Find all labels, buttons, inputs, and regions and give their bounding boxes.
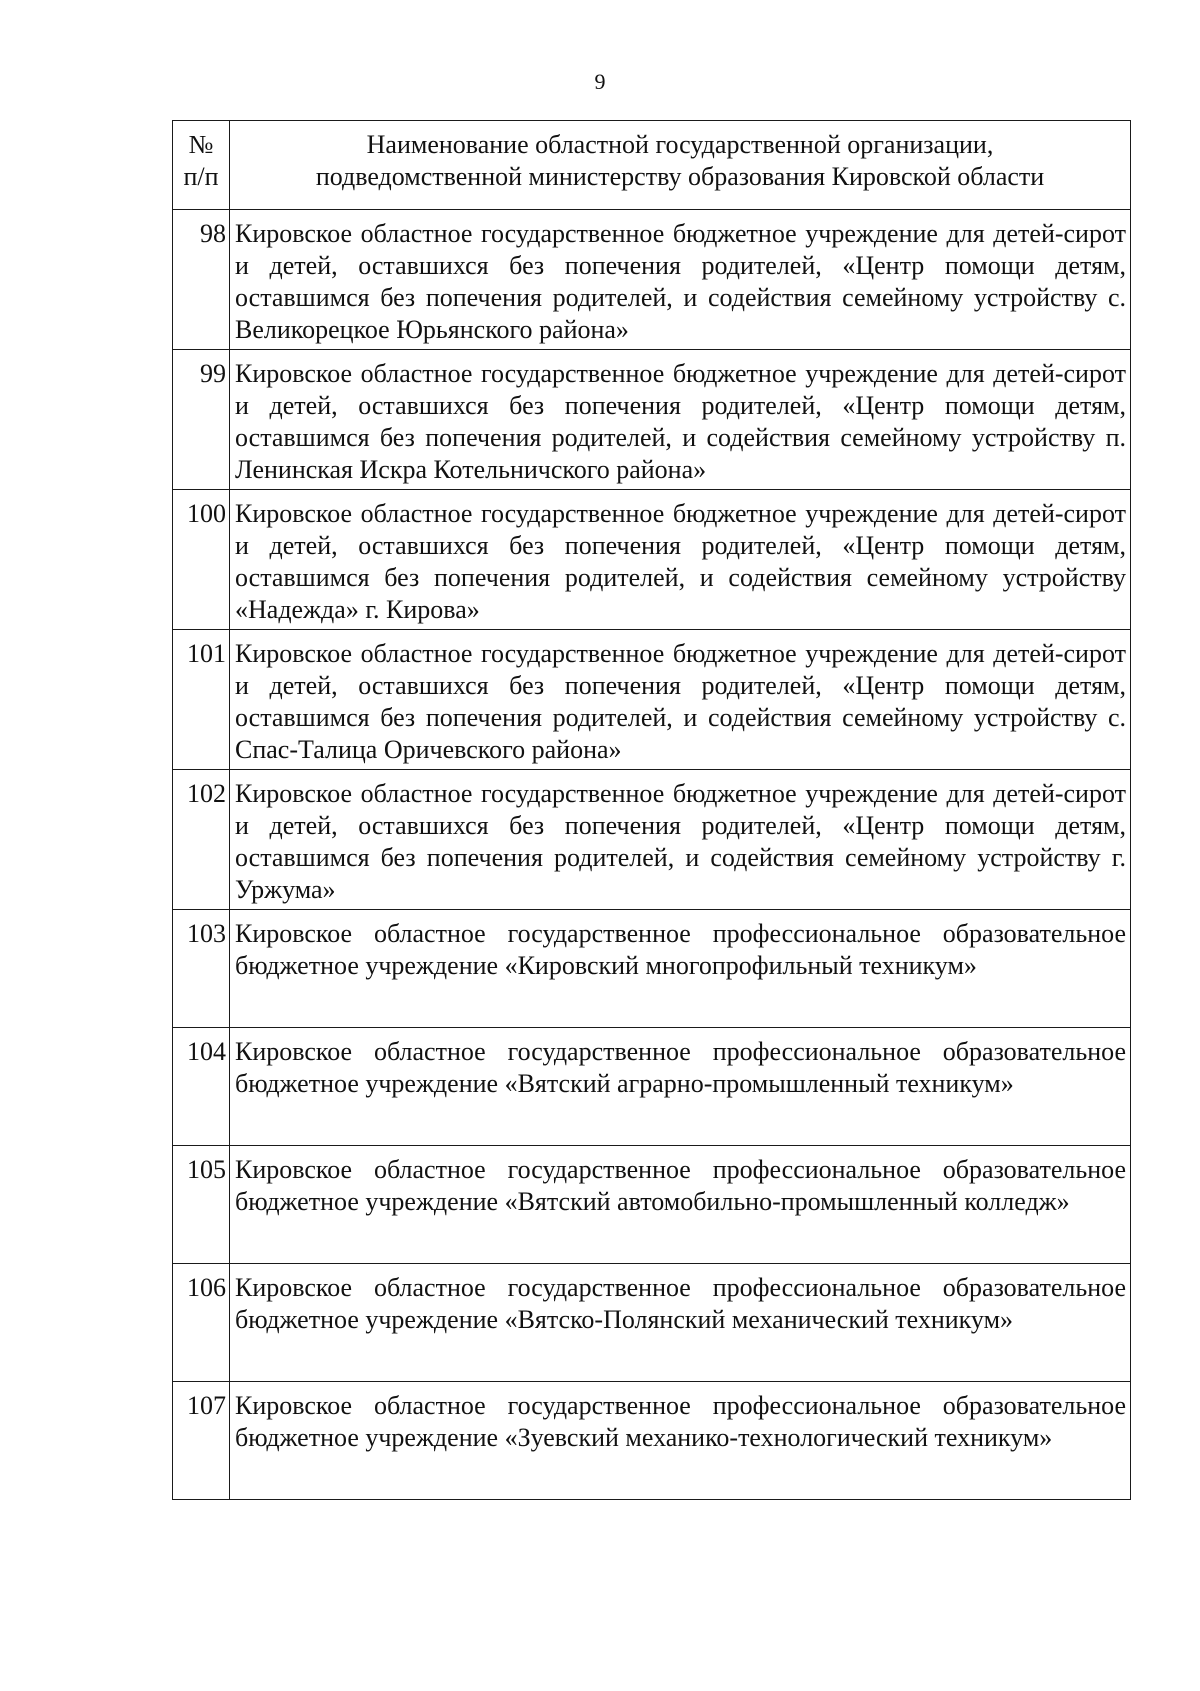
organization-name: Кировское областное государственное профессиональное образовательное бюджетное учреждение «Вятско-Полянский механический техникум» — [230, 1264, 1131, 1382]
organization-name: Кировское областное государственное бюджетное учреждение для детей-сирот и детей, оставшихся без попечения родителей, «Центр помощи детям, оставшимся без попечения родителей, и содействия семейному устройству п. Ленинская Искра Котельничского района» — [230, 350, 1131, 490]
row-number: 104 — [173, 1028, 230, 1146]
column-header-name-line1: Наименование областной государственной организации, — [366, 130, 994, 159]
row-number: 101 — [173, 630, 230, 770]
page-number: 9 — [594, 69, 606, 94]
table-row — [173, 1382, 1131, 1500]
row-number: 106 — [173, 1264, 230, 1382]
organization-name: Кировское областное государственное профессиональное образовательное бюджетное учреждение «Вятский автомобильно-промышленный колледж» — [230, 1146, 1131, 1264]
organizations-table — [172, 120, 1131, 1500]
row-number: 105 — [173, 1146, 230, 1264]
row-number: 100 — [173, 490, 230, 630]
table-row — [173, 350, 1131, 490]
organization-name: Кировское областное государственное профессиональное образовательное бюджетное учреждение «Вятский аграрно-промышленный техникум» — [230, 1028, 1131, 1146]
row-number: 103 — [173, 910, 230, 1028]
table-row — [173, 210, 1131, 350]
row-number: 102 — [173, 770, 230, 910]
organization-name: Кировское областное государственное бюджетное учреждение для детей-сирот и детей, оставшихся без попечения родителей, «Центр помощи детям, оставшимся без попечения родителей, и содействия семейному устройству с. Спас-Талица Оричевского района» — [230, 630, 1131, 770]
organization-name: Кировское областное государственное профессиональное образовательное бюджетное учреждение «Кировский многопрофильный техникум» — [230, 910, 1131, 1028]
row-number: 98 — [173, 210, 230, 350]
table-row — [173, 630, 1131, 770]
table-row — [173, 770, 1131, 910]
row-number: 107 — [173, 1382, 230, 1500]
table-row — [173, 1146, 1131, 1264]
column-header-name-line2: подведомственной министерству образования Кировской области — [315, 162, 1045, 191]
organization-name: Кировское областное государственное бюджетное учреждение для детей-сирот и детей, оставшихся без попечения родителей, «Центр помощи детям, оставшимся без попечения родителей, и содействия семейному устройству «Надежда» г. Кирова» — [230, 490, 1131, 630]
organization-name: Кировское областное государственное бюджетное учреждение для детей-сирот и детей, оставшихся без попечения родителей, «Центр помощи детям, оставшимся без попечения родителей, и содействия семейному устройству с. Великорецкое Юрьянского района» — [230, 210, 1131, 350]
table-header-row — [173, 121, 1131, 210]
table-row — [173, 1028, 1131, 1146]
column-header-number-line2: п/п — [183, 162, 219, 191]
column-header-name — [230, 121, 1131, 210]
organization-name: Кировское областное государственное бюджетное учреждение для детей-сирот и детей, оставшихся без попечения родителей, «Центр помощи детям, оставшимся без попечения родителей, и содействия семейному устройству г. Уржума» — [230, 770, 1131, 910]
row-number: 99 — [173, 350, 230, 490]
table-row — [173, 1264, 1131, 1382]
organization-name: Кировское областное государственное профессиональное образовательное бюджетное учреждение «Зуевский механико-технологический техникум» — [230, 1382, 1131, 1500]
column-header-number-line1: № — [188, 130, 214, 159]
table-row — [173, 490, 1131, 630]
table-row — [173, 910, 1131, 1028]
column-header-number — [173, 121, 230, 210]
